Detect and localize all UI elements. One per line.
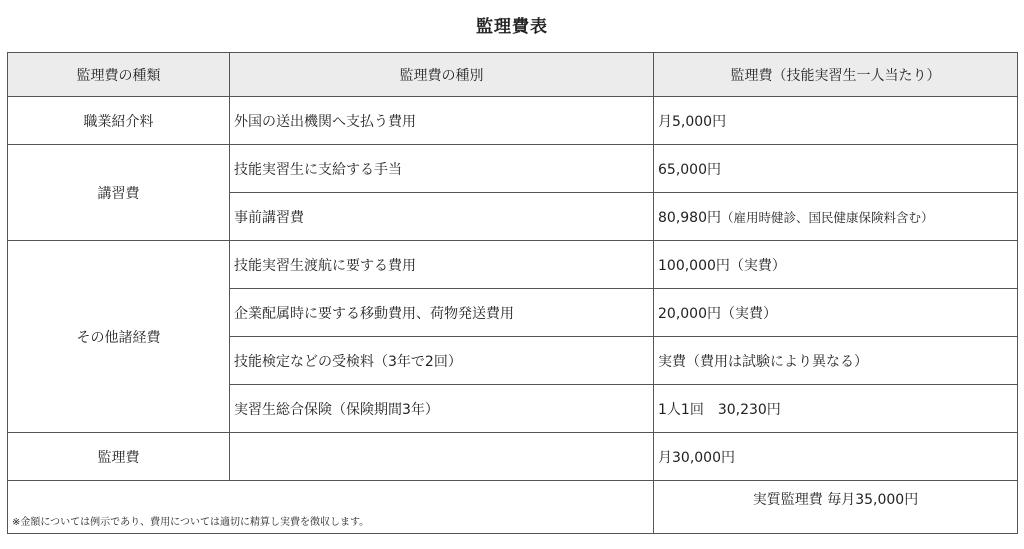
fee-kind-cell: 職業紹介料 [8, 97, 230, 145]
fee-amount-cell [654, 193, 1018, 241]
page-title: 監理費表 [476, 17, 548, 37]
header-fee-amount: 監理費（技能実習生一人当たり） [654, 53, 1018, 97]
fee-amount-note: （雇用時健診、国民健康保険料含む） [721, 209, 934, 225]
header-fee-kind: 監理費の種類 [8, 53, 230, 97]
header-fee-item: 監理費の種別 [230, 53, 654, 97]
fee-item-cell: 事前講習費 [230, 193, 654, 241]
table-row [8, 433, 1018, 481]
fee-item-cell: 技能検定などの受検料（3年で2回） [230, 337, 654, 385]
fee-item-cell: 企業配属時に要する移動費用、荷物発送費用 [230, 289, 654, 337]
footer-row [8, 481, 1018, 534]
fee-amount-cell: 65,000円 [654, 145, 1018, 193]
fee-item-cell: 技能実習生に支給する手当 [230, 145, 654, 193]
fee-amount-cell: 100,000円（実費） [654, 241, 1018, 289]
fee-amount-cell: 月30,000円 [654, 433, 1018, 481]
fee-amount-cell: 20,000円（実費） [654, 289, 1018, 337]
table-row [8, 145, 1018, 193]
fee-item-cell [230, 433, 654, 481]
supervision-fee-table [7, 52, 1018, 534]
fee-amount-cell: 月5,000円 [654, 97, 1018, 145]
table-row [8, 97, 1018, 145]
fee-item-cell: 技能実習生渡航に要する費用 [230, 241, 654, 289]
effective-fee-total: 実質監理費 毎月35,000円 [654, 481, 1018, 534]
fee-amount-cell: 実費（費用は試験により異なる） [654, 337, 1018, 385]
table-header-row [8, 53, 1018, 97]
fee-item-cell: 実習生総合保険（保険期間3年） [230, 385, 654, 433]
table-row [8, 241, 1018, 289]
fee-item-cell: 外国の送出機関へ支払う費用 [230, 97, 654, 145]
footnote-text: ※金額については例示であり、費用については適切に精算し実費を徴収します。 [8, 481, 654, 534]
fee-kind-cell: その他諸経費 [8, 241, 230, 433]
fee-kind-cell: 監理費 [8, 433, 230, 481]
fee-amount-value: 80,980円 [658, 209, 721, 226]
fee-amount-cell: 1人1回 30,230円 [654, 385, 1018, 433]
fee-kind-cell: 講習費 [8, 145, 230, 241]
